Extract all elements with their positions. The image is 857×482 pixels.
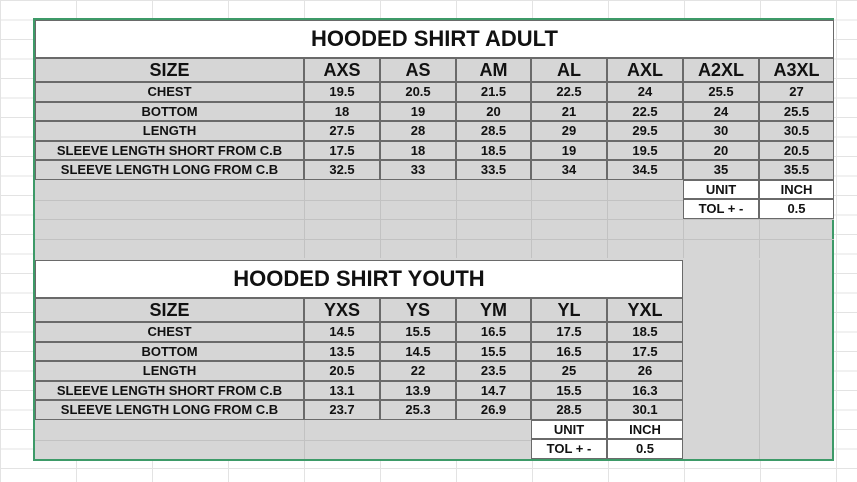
adult-value-cell[interactable]: 35 <box>683 160 759 180</box>
youth-value-cell[interactable]: 22 <box>380 361 456 381</box>
grid-line <box>35 219 834 220</box>
youth-value-cell[interactable]: 14.5 <box>380 342 456 362</box>
adult-value-cell[interactable]: 24 <box>607 82 683 102</box>
grid-line <box>35 440 607 441</box>
adult-value-cell[interactable]: 19 <box>380 102 456 122</box>
youth-title: HOODED SHIRT YOUTH <box>35 260 683 298</box>
adult-value-cell[interactable]: 19.5 <box>304 82 380 102</box>
adult-value-cell[interactable]: 28.5 <box>456 121 531 141</box>
adult-value-cell[interactable]: 18 <box>380 141 456 161</box>
adult-value-cell[interactable]: 20.5 <box>380 82 456 102</box>
adult-value-cell[interactable]: 33 <box>380 160 456 180</box>
youth-value-cell[interactable]: 28.5 <box>531 400 607 420</box>
youth-value-cell[interactable]: 25.3 <box>380 400 456 420</box>
youth-size-header[interactable]: SIZE <box>35 298 304 322</box>
youth-size-col-header[interactable]: YXS <box>304 298 380 322</box>
adult-size-col-header[interactable]: AL <box>531 58 607 82</box>
youth-value-cell[interactable]: 30.1 <box>607 400 683 420</box>
youth-size-col-header[interactable]: YM <box>456 298 531 322</box>
adult-value-cell[interactable]: 20.5 <box>759 141 834 161</box>
adult-value-cell[interactable]: 17.5 <box>304 141 380 161</box>
youth-row-label[interactable]: SLEEVE LENGTH SHORT FROM C.B <box>35 381 304 401</box>
youth-value-cell[interactable]: 17.5 <box>607 342 683 362</box>
youth-table-border <box>682 260 683 459</box>
youth-value-cell[interactable]: 14.5 <box>304 322 380 342</box>
adult-value-cell[interactable]: 28 <box>380 121 456 141</box>
adult-size-col-header[interactable]: AM <box>456 58 531 82</box>
adult-unit-label[interactable]: UNIT <box>683 180 759 200</box>
grid-line <box>759 260 760 459</box>
adult-value-cell[interactable]: 30 <box>683 121 759 141</box>
youth-value-cell[interactable]: 23.7 <box>304 400 380 420</box>
youth-value-cell[interactable]: 15.5 <box>380 322 456 342</box>
adult-size-header[interactable]: SIZE <box>35 58 304 82</box>
youth-unit-value[interactable]: INCH <box>607 420 683 440</box>
youth-tol-label[interactable]: TOL + - <box>531 439 607 459</box>
adult-value-cell[interactable]: 22.5 <box>607 102 683 122</box>
adult-value-cell[interactable]: 18 <box>304 102 380 122</box>
adult-value-cell[interactable]: 20 <box>456 102 531 122</box>
grid-line <box>35 239 834 240</box>
adult-value-cell[interactable]: 21 <box>531 102 607 122</box>
adult-value-cell[interactable]: 33.5 <box>456 160 531 180</box>
youth-value-cell[interactable]: 23.5 <box>456 361 531 381</box>
adult-value-cell[interactable]: 34.5 <box>607 160 683 180</box>
adult-value-cell[interactable]: 22.5 <box>531 82 607 102</box>
youth-value-cell[interactable]: 13.5 <box>304 342 380 362</box>
adult-tol-label[interactable]: TOL + - <box>683 199 759 219</box>
adult-value-cell[interactable]: 35.5 <box>759 160 834 180</box>
adult-value-cell[interactable]: 18.5 <box>456 141 531 161</box>
adult-row-label[interactable]: BOTTOM <box>35 102 304 122</box>
adult-value-cell[interactable]: 19.5 <box>607 141 683 161</box>
youth-value-cell[interactable]: 26.9 <box>456 400 531 420</box>
adult-title: HOODED SHIRT ADULT <box>35 20 834 58</box>
youth-unit-label[interactable]: UNIT <box>531 420 607 440</box>
adult-size-col-header[interactable]: AS <box>380 58 456 82</box>
adult-value-cell[interactable]: 27.5 <box>304 121 380 141</box>
youth-size-col-header[interactable]: YXL <box>607 298 683 322</box>
youth-row-label[interactable]: LENGTH <box>35 361 304 381</box>
adult-row-label[interactable]: CHEST <box>35 82 304 102</box>
adult-size-col-header[interactable]: A2XL <box>683 58 759 82</box>
adult-row-label[interactable]: SLEEVE LENGTH SHORT FROM C.B <box>35 141 304 161</box>
youth-row-label[interactable]: SLEEVE LENGTH LONG FROM C.B <box>35 400 304 420</box>
youth-row-label[interactable]: CHEST <box>35 322 304 342</box>
youth-value-cell[interactable]: 15.5 <box>456 342 531 362</box>
adult-value-cell[interactable]: 20 <box>683 141 759 161</box>
youth-value-cell[interactable]: 16.3 <box>607 381 683 401</box>
youth-value-cell[interactable]: 25 <box>531 361 607 381</box>
youth-size-col-header[interactable]: YL <box>531 298 607 322</box>
adult-value-cell[interactable]: 29.5 <box>607 121 683 141</box>
adult-value-cell[interactable]: 21.5 <box>456 82 531 102</box>
youth-value-cell[interactable]: 18.5 <box>607 322 683 342</box>
adult-value-cell[interactable]: 19 <box>531 141 607 161</box>
adult-size-col-header[interactable]: AXS <box>304 58 380 82</box>
adult-value-cell[interactable]: 25.5 <box>683 82 759 102</box>
youth-value-cell[interactable]: 15.5 <box>531 381 607 401</box>
adult-value-cell[interactable]: 27 <box>759 82 834 102</box>
youth-size-col-header[interactable]: YS <box>380 298 456 322</box>
youth-value-cell[interactable]: 26 <box>607 361 683 381</box>
adult-value-cell[interactable]: 32.5 <box>304 160 380 180</box>
adult-value-cell[interactable]: 30.5 <box>759 121 834 141</box>
youth-value-cell[interactable]: 16.5 <box>531 342 607 362</box>
youth-tol-value[interactable]: 0.5 <box>607 439 683 459</box>
youth-value-cell[interactable]: 20.5 <box>304 361 380 381</box>
adult-value-cell[interactable]: 25.5 <box>759 102 834 122</box>
adult-size-col-header[interactable]: A3XL <box>759 58 834 82</box>
adult-unit-value[interactable]: INCH <box>759 180 834 200</box>
adult-row-label[interactable]: LENGTH <box>35 121 304 141</box>
youth-value-cell[interactable]: 17.5 <box>531 322 607 342</box>
youth-value-cell[interactable]: 13.1 <box>304 381 380 401</box>
adult-row-label[interactable]: SLEEVE LENGTH LONG FROM C.B <box>35 160 304 180</box>
adult-size-col-header[interactable]: AXL <box>607 58 683 82</box>
youth-value-cell[interactable]: 14.7 <box>456 381 531 401</box>
adult-tol-value[interactable]: 0.5 <box>759 199 834 219</box>
youth-value-cell[interactable]: 16.5 <box>456 322 531 342</box>
adult-value-cell[interactable]: 29 <box>531 121 607 141</box>
adult-value-cell[interactable]: 24 <box>683 102 759 122</box>
youth-value-cell[interactable]: 13.9 <box>380 381 456 401</box>
youth-row-label[interactable]: BOTTOM <box>35 342 304 362</box>
adult-value-cell[interactable]: 34 <box>531 160 607 180</box>
